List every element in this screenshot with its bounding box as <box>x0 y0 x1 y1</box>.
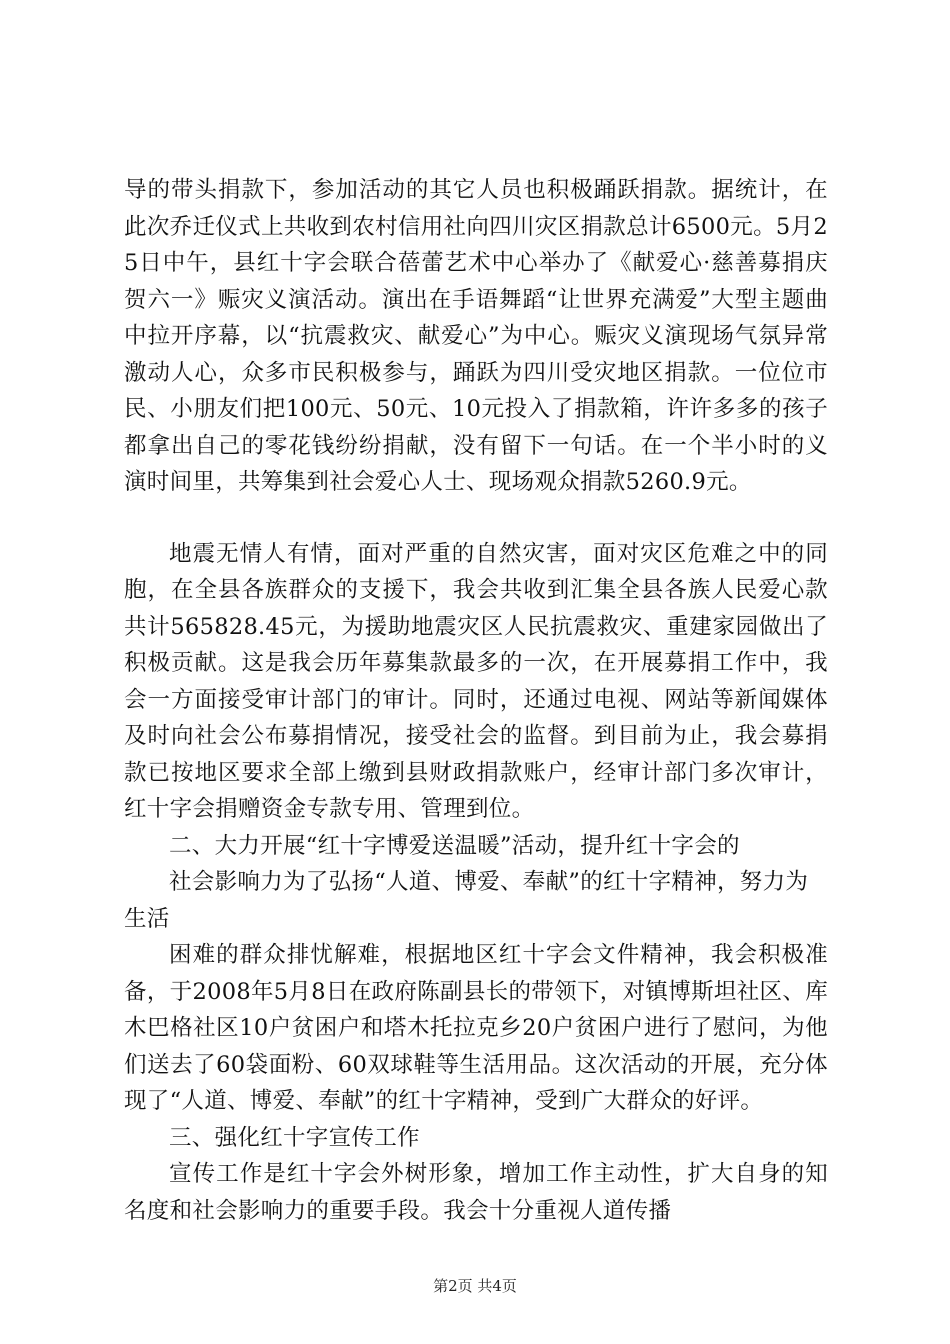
page-number-footer: 第2页 共4页 <box>433 1277 517 1295</box>
paragraph-earthquake-donations: 地震无情人有情，面对严重的自然灾害，面对灾区危难之中的同胞，在全县各族群众的支援下，我会共收到汇集全县各族人民爱心款共计565828.45元，为援助地震灾区人民抗震救灾、重建家园做出了积极贡献。这是我会历年募集款最多的一次，在开展募捐工作中，我会一方面接受审计部门的审计。同时，还通过电视、网站等新闻媒体及时向社会公布募捐情况，接受社会的监督。到目前为止，我会募捐款已按地区要求全部上缴到县财政捐款账户，经审计部门多次审计，红十字会捐赠资金专款专用、管理到位。 <box>124 540 828 822</box>
paragraph-publicity-work: 宣传工作是红十字会外树形象，增加工作主动性，扩大自身的知名度和社会影响力的重要手段。我会十分重视人道传播 <box>124 1161 828 1224</box>
document-body <box>124 172 828 1229</box>
section-heading-two: 二、大力开展“红十字博爱送温暖”活动，提升红十字会的 <box>169 832 740 859</box>
paragraph-poverty-relief: 困难的群众排忧解难，根据地区红十字会文件精神，我会积极准备，于2008年5月8日在政府陈副县长的带领下，对镇博斯坦社区、库木巴格社区10户贫困户和塔木托拉克乡20户贫困户进行了慰问，为他们送去了60袋面粉、60双球鞋等生活用品。这次活动的开展，充分体现了“人道、博爱、奉献”的红十字精神，受到广大群众的好评。 <box>124 942 828 1114</box>
section-heading-three: 三、强化红十字宣传工作 <box>169 1124 420 1151</box>
paragraph-donation-events: 导的带头捐款下，参加活动的其它人员也积极踊跃捐款。据统计，在此次乔迁仪式上共收到农村信用社向四川灾区捐款总计6500元。5月25日中午，县红十字会联合蓓蕾艺术中心举办了《献爱心·慈善募捐庆贺六一》赈灾义演活动。演出在手语舞蹈“让世界充满爱”大型主题曲中拉开序幕，以“抗震救灾、献爱心”为中心。赈灾义演现场气氛异常激动人心，众多市民积极参与，踊跃为四川受灾地区捐款。一位位市民、小朋友们把100元、50元、10元投入了捐款箱，许许多多的孩子都拿出自己的零花钱纷纷捐献，没有留下一句话。在一个半小时的义演时间里，共筹集到社会爱心人士、现场观众捐款5260.9元。 <box>124 177 828 495</box>
paragraph-social-influence: 社会影响力为了弘扬“人道、博爱、奉献”的红十字精神，努力为生活 <box>124 869 809 932</box>
